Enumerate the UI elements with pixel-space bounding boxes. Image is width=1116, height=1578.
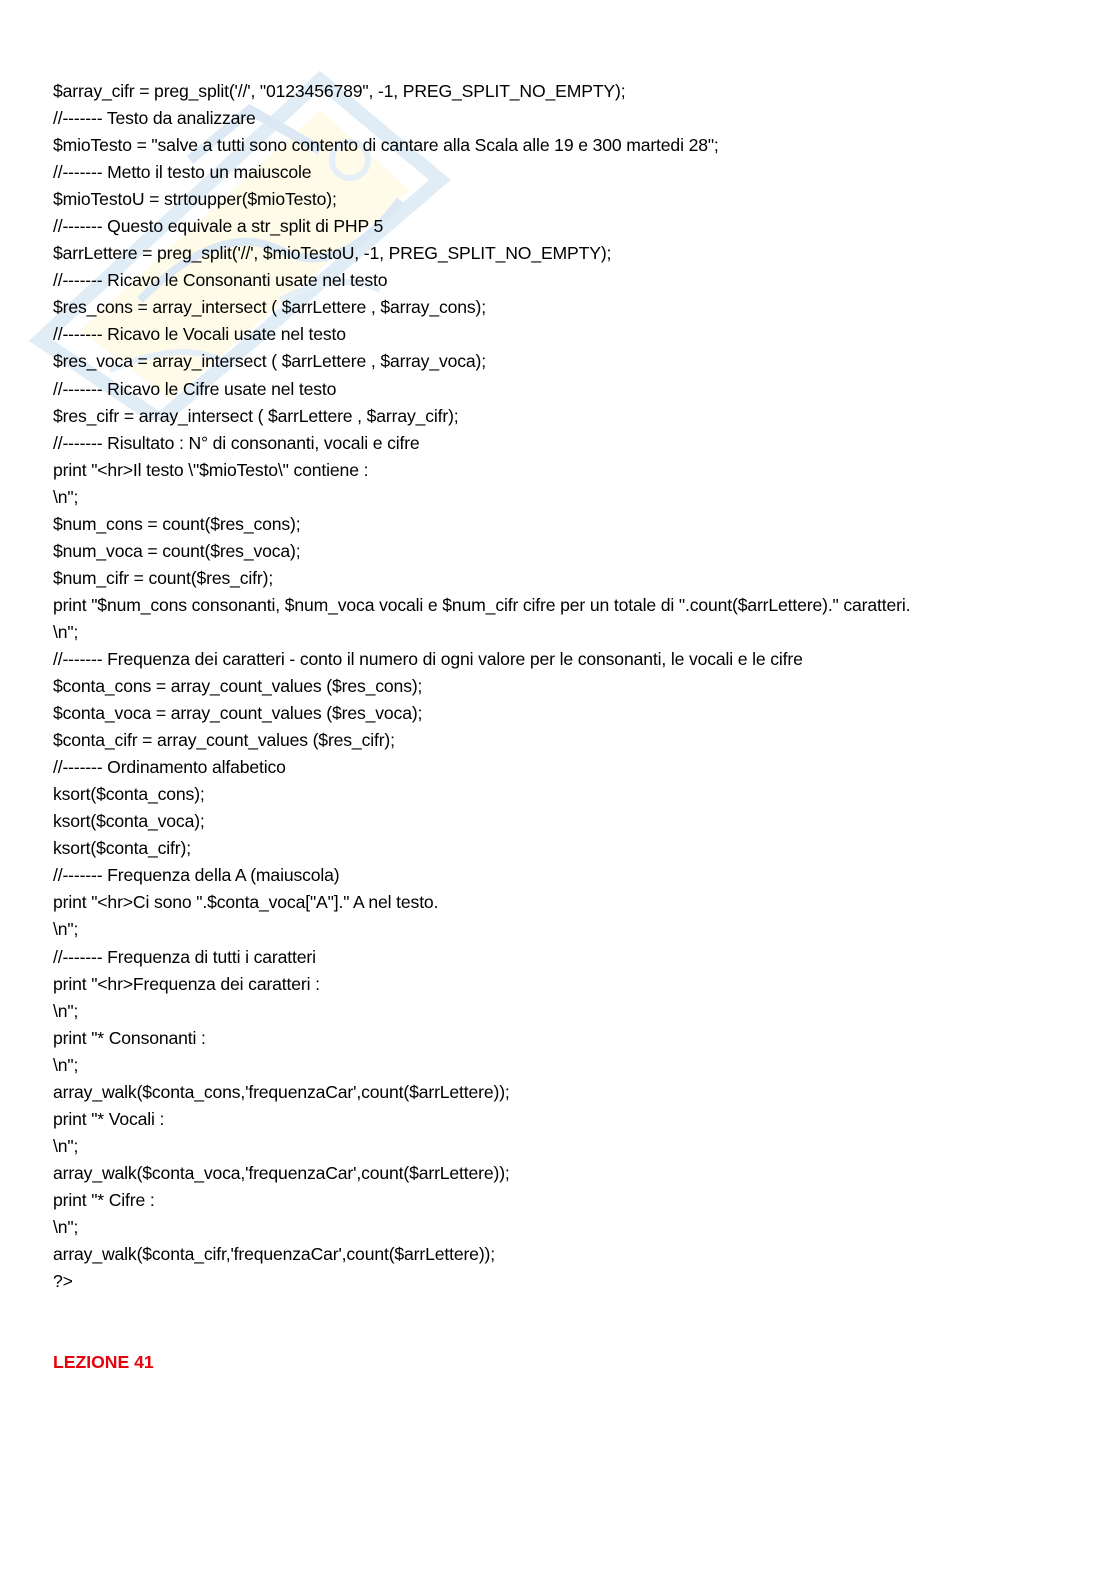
code-line: \n";	[53, 1054, 79, 1075]
code-line: $array_cifr = preg_split('//', "0123456789", -1, PREG_SPLIT_NO_EMPTY);	[53, 81, 626, 101]
code-line: print "<hr>Ci sono ".$conta_voca["A"]." A nel testo.	[53, 892, 439, 913]
code-line: $num_cifr = count($res_cifr);	[53, 567, 274, 588]
lesson-heading: LEZIONE 41	[53, 1352, 154, 1372]
code-line: //------- Questo equivale a str_split di PHP 5	[53, 216, 384, 237]
code-line: \n";	[53, 919, 79, 940]
code-line: //------- Ricavo le Vocali usate nel testo	[53, 324, 346, 345]
php-code-block	[53, 78, 1083, 1295]
code-line: //------- Testo da analizzare	[53, 108, 256, 129]
code-line: //------- Risultato : N° di consonanti, vocali e cifre	[53, 432, 420, 453]
code-line: //------- Ricavo le Cifre usate nel testo	[53, 378, 337, 399]
code-line: //------- Frequenza di tutti i caratteri	[53, 946, 316, 967]
code-line: print "* Cifre :	[53, 1189, 155, 1210]
code-line: $num_voca = count($res_voca);	[53, 540, 301, 561]
code-line: \n";	[53, 486, 79, 507]
code-line: array_walk($conta_cifr,'frequenzaCar',count($arrLettere));	[53, 1244, 495, 1265]
code-line: $conta_cons = array_count_values ($res_cons);	[53, 676, 423, 697]
code-line: $res_voca = array_intersect ( $arrLettere , $array_voca);	[53, 351, 486, 372]
code-line: \n";	[53, 621, 79, 642]
code-line: \n";	[53, 1135, 79, 1156]
code-line: \n";	[53, 1000, 79, 1021]
code-line: //------- Frequenza dei caratteri - conto il numero di ogni valore per le consonanti, le vocali e le cifre	[53, 648, 803, 669]
code-line: ?>	[53, 1271, 73, 1292]
code-line: $mioTesto = "salve a tutti sono contento di cantare alla Scala alle 19 e 300 martedi 28";	[53, 135, 719, 156]
code-line: array_walk($conta_cons,'frequenzaCar',count($arrLettere));	[53, 1081, 510, 1102]
code-line: \n";	[53, 1216, 79, 1237]
code-line: //------- Metto il testo un maiuscole	[53, 162, 312, 183]
code-line: $num_cons = count($res_cons);	[53, 513, 301, 534]
code-line: $res_cifr = array_intersect ( $arrLettere , $array_cifr);	[53, 405, 459, 426]
code-line: $res_cons = array_intersect ( $arrLettere , $array_cons);	[53, 297, 486, 318]
code-line: //------- Ricavo le Consonanti usate nel testo	[53, 270, 388, 291]
code-line: print "$num_cons consonanti, $num_voca vocali e $num_cifr cifre per un totale di ".count($arrLettere)." caratteri.	[53, 594, 911, 615]
code-line: ksort($conta_cons);	[53, 784, 205, 805]
code-line: $arrLettere = preg_split('//', $mioTestoU, -1, PREG_SPLIT_NO_EMPTY);	[53, 243, 612, 264]
code-line: ksort($conta_cifr);	[53, 838, 191, 859]
code-line: print "* Vocali :	[53, 1108, 165, 1129]
code-line: print "<hr>Frequenza dei caratteri :	[53, 973, 320, 994]
code-line: //------- Ordinamento alfabetico	[53, 757, 286, 778]
code-line: print "<hr>Il testo \"$mioTesto\" contiene :	[53, 459, 369, 480]
code-line: $mioTestoU = strtoupper($mioTesto);	[53, 189, 337, 210]
code-line: //------- Frequenza della A (maiuscola)	[53, 865, 340, 886]
code-line: $conta_cifr = array_count_values ($res_cifr);	[53, 730, 395, 751]
code-line: $conta_voca = array_count_values ($res_voca);	[53, 703, 423, 724]
code-line: array_walk($conta_voca,'frequenzaCar',count($arrLettere));	[53, 1162, 510, 1183]
code-line: ksort($conta_voca);	[53, 811, 205, 832]
code-line: print "* Consonanti :	[53, 1027, 206, 1048]
